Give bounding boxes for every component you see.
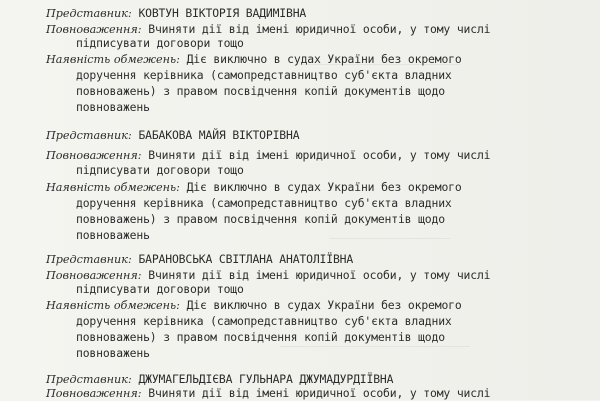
restrictions-text: повноважень) з правом посвідчення копій документів щодо bbox=[76, 84, 445, 98]
powers-row bbox=[46, 148, 490, 163]
restrictions-text: повноважень) з правом посвідчення копій документів щодо bbox=[76, 330, 445, 344]
restrictions-text: повноважень) з правом посвідчення копій документів щодо bbox=[76, 212, 445, 226]
representative-label: Представник: bbox=[46, 7, 132, 20]
restrictions-text: доручення керівника (самопредставництво суб'єкта владних bbox=[76, 314, 452, 328]
powers-text: Вчиняти дії від імені юридичної особи, у тому числі bbox=[148, 22, 491, 36]
representative-name: ДЖУМАГЕЛЬДІЄВА ГУЛЬНАРА ДЖУМАДУРДІЇВНА bbox=[138, 372, 394, 386]
representative-row bbox=[46, 6, 306, 21]
powers-text: Вчиняти дії від імені юридичної особи, у тому числі bbox=[148, 386, 491, 400]
restrictions-text: повноважень bbox=[76, 346, 150, 360]
representative-name: БАРАНОВСЬКА СВІТЛАНА АНАТОЛІЇВНА bbox=[138, 252, 354, 266]
restrictions-text: доручення керівника (самопредставництво суб'єкта владних bbox=[76, 68, 452, 82]
powers-label: Повноваження: bbox=[46, 269, 142, 282]
representative-label: Представник: bbox=[46, 253, 132, 266]
powers-text: підписувати договори тощо bbox=[76, 282, 244, 296]
restrictions-label: Наявність обмежень: bbox=[46, 181, 180, 194]
representative-row bbox=[46, 372, 393, 387]
restrictions-row bbox=[46, 298, 462, 313]
representative-name: БАБАКОВА МАЙЯ ВІКТОРІВНА bbox=[138, 128, 300, 142]
representative-label: Представник: bbox=[46, 373, 132, 386]
powers-label: Повноваження: bbox=[46, 387, 142, 400]
powers-text: Вчиняти дії від імені юридичної особи, у тому числі bbox=[148, 148, 491, 162]
restrictions-text: повноважень bbox=[76, 100, 150, 114]
restrictions-text: Діє виключно в судах України без окремого bbox=[186, 52, 462, 66]
powers-label: Повноваження: bbox=[46, 149, 142, 162]
restrictions-row bbox=[46, 180, 462, 195]
restrictions-label: Наявність обмежень: bbox=[46, 53, 180, 66]
representative-row bbox=[46, 128, 299, 143]
restrictions-text: доручення керівника (самопредставництво суб'єкта владних bbox=[76, 196, 452, 210]
restrictions-row bbox=[46, 52, 462, 67]
restrictions-text: Діє виключно в судах України без окремого bbox=[186, 298, 462, 312]
restrictions-text: Діє виключно в судах України без окремого bbox=[186, 180, 462, 194]
powers-text: підписувати договори тощо bbox=[76, 163, 244, 177]
representative-label: Представник: bbox=[46, 129, 132, 142]
restrictions-label: Наявність обмежень: bbox=[46, 299, 180, 312]
powers-text: підписувати договори тощо bbox=[76, 36, 244, 50]
representative-row bbox=[46, 252, 353, 267]
powers-label: Повноваження: bbox=[46, 23, 142, 36]
powers-row bbox=[46, 22, 490, 37]
scan-artifact bbox=[330, 238, 450, 239]
scan-artifact bbox=[280, 346, 470, 347]
powers-row bbox=[46, 268, 490, 283]
powers-row bbox=[46, 386, 490, 401]
representative-name: КОВТУН ВІКТОРІЯ ВАДИМІВНА bbox=[138, 6, 307, 20]
powers-text: Вчиняти дії від імені юридичної особи, у тому числі bbox=[148, 268, 491, 282]
restrictions-text: повноважень bbox=[76, 228, 150, 242]
